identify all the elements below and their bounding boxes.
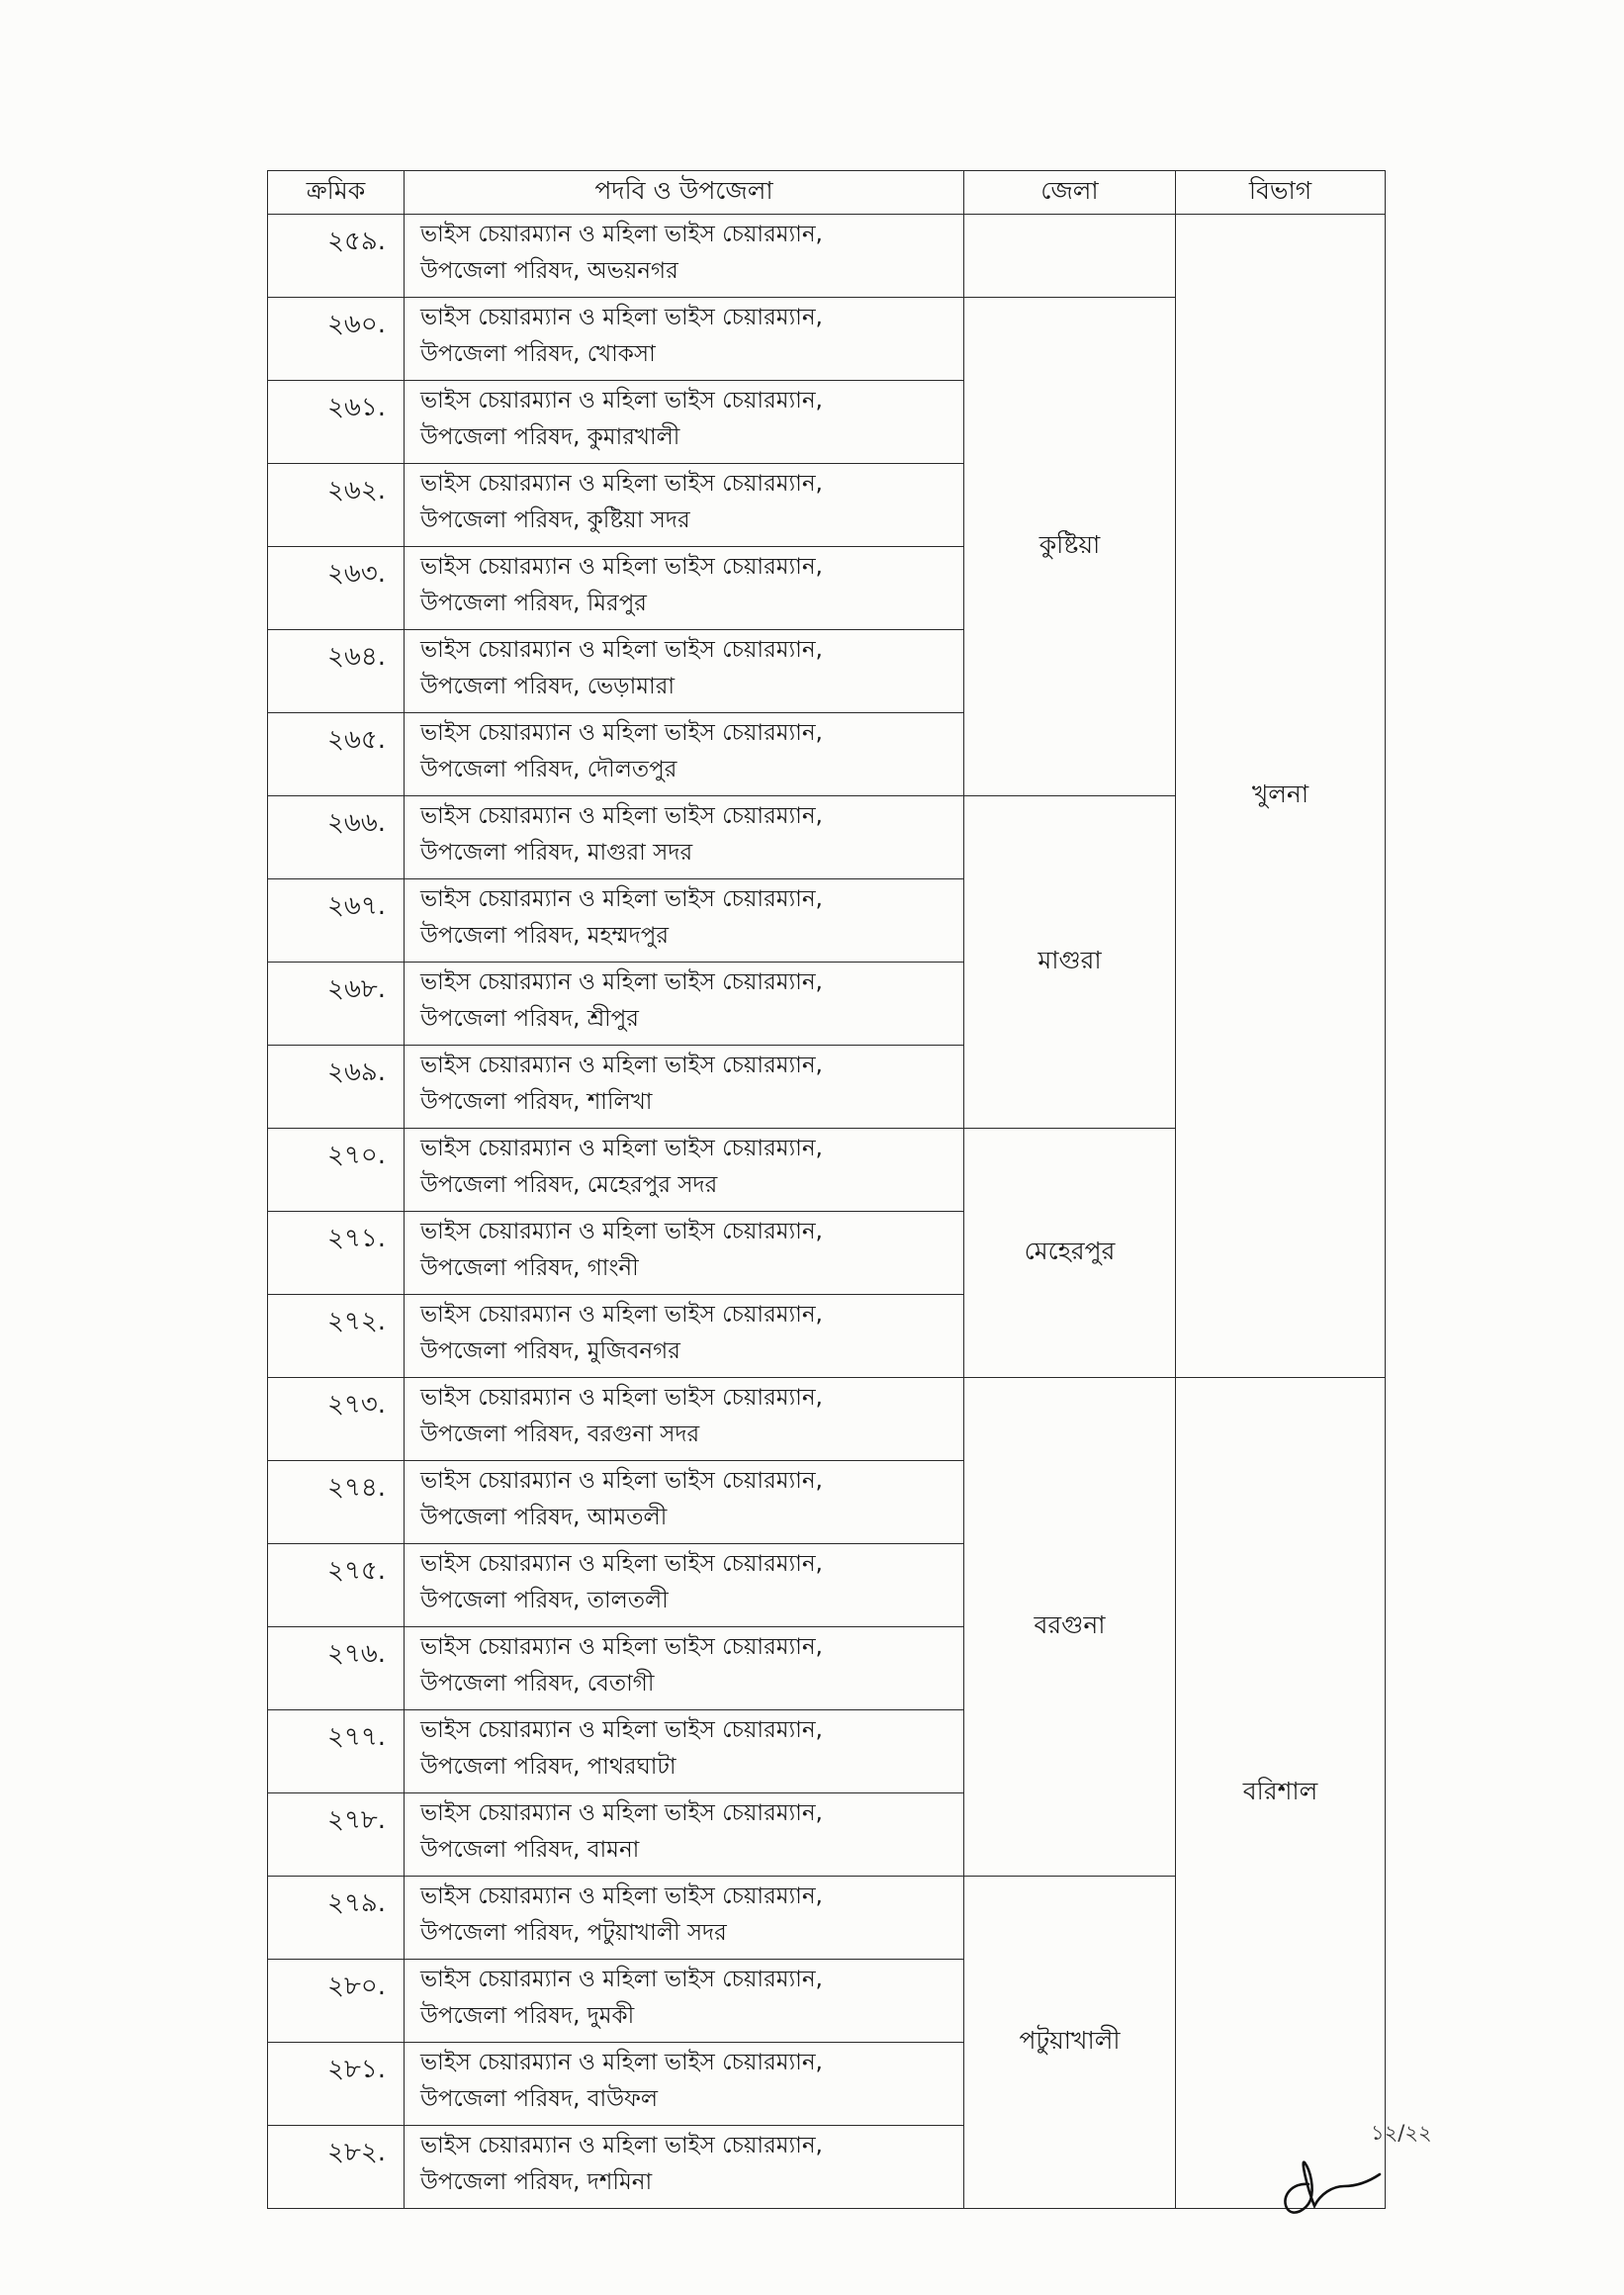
serial-cell: ২৭৪. (268, 1461, 405, 1544)
upazila-line: উপজেলা পরিষদ, পটুয়াখালী সদর (420, 1920, 727, 1946)
designation-cell (405, 2043, 964, 2126)
designation-cell (405, 963, 964, 1046)
designation-cell (405, 879, 964, 963)
designation-line: ভাইস চেয়ারম্যান ও মহিলা ভাইস চেয়ারম্যান, (420, 1800, 823, 1826)
district-cell: কুষ্টিয়া (964, 298, 1176, 796)
upazila-line: উপজেলা পরিষদ, ভেড়ামারা (420, 674, 676, 699)
designation-cell (405, 1295, 964, 1378)
designation-cell (405, 1710, 964, 1793)
designation-line: ভাইস চেয়ারম্যান ও মহিলা ভাইস চেয়ারম্যান, (420, 222, 823, 247)
header-district: জেলা (964, 171, 1176, 215)
serial-cell: ২৭৬. (268, 1627, 405, 1710)
upazila-line: উপজেলা পরিষদ, কুষ্টিয়া সদর (420, 507, 690, 533)
header-designation-upazila: পদবি ও উপজেলা (405, 171, 964, 215)
upazila-line: উপজেলা পরিষদ, শ্রীপুর (420, 1006, 639, 1032)
upazila-line: উপজেলা পরিষদ, দশমিনা (420, 2169, 653, 2195)
designation-cell (405, 713, 964, 796)
designation-line: ভাইস চেয়ারম্যান ও মহিলা ভাইস চেয়ারম্যান, (420, 388, 823, 413)
designation-cell (405, 1627, 964, 1710)
serial-cell: ২৬৬. (268, 796, 405, 879)
designation-cell (405, 547, 964, 630)
upazila-line: উপজেলা পরিষদ, খোকসা (420, 341, 656, 367)
designation-line: ভাইস চেয়ারম্যান ও মহিলা ভাইস চেয়ারম্যান, (420, 1385, 823, 1411)
upazila-line: উপজেলা পরিষদ, বরগুনা সদর (420, 1422, 700, 1447)
serial-cell: ২৭১. (268, 1212, 405, 1295)
upazila-line: উপজেলা পরিষদ, মেহেরপুর সদর (420, 1172, 718, 1198)
designation-cell (405, 630, 964, 713)
serial-cell: ২৮২. (268, 2126, 405, 2209)
upazila-line: উপজেলা পরিষদ, মুজিবনগর (420, 1338, 680, 1364)
designation-line: ভাইস চেয়ারম্যান ও মহিলা ভাইস চেয়ারম্যান, (420, 1302, 823, 1328)
serial-cell: ২৭০. (268, 1129, 405, 1212)
designation-cell (405, 464, 964, 547)
designation-line: ভাইস চেয়ারম্যান ও মহিলা ভাইস চেয়ারম্যান, (420, 1967, 823, 1992)
district-cell (964, 215, 1176, 298)
serial-cell: ২৬৮. (268, 963, 405, 1046)
upazila-line: উপজেলা পরিষদ, মিরপুর (420, 591, 647, 616)
division-cell: বরিশাল (1176, 1378, 1386, 2209)
designation-line: ভাইস চেয়ারম্যান ও মহিলা ভাইস চেয়ারম্যান, (420, 305, 823, 330)
designation-line: ভাইস চেয়ারম্যান ও মহিলা ভাইস চেয়ারম্যান, (420, 1136, 823, 1161)
header-serial: ক্রমিক (268, 171, 405, 215)
designation-line: ভাইস চেয়ারম্যান ও মহিলা ভাইস চেয়ারম্যান, (420, 720, 823, 746)
designation-line: ভাইস চেয়ারম্যান ও মহিলা ভাইস চেয়ারম্যান, (420, 1219, 823, 1244)
designation-cell (405, 1960, 964, 2043)
serial-cell: ২৬৯. (268, 1046, 405, 1129)
designation-cell (405, 2126, 964, 2209)
designation-cell (405, 1544, 964, 1627)
serial-cell: ২৮০. (268, 1960, 405, 2043)
upazila-line: উপজেলা পরিষদ, মহম্মদপুর (420, 923, 669, 949)
designation-line: ভাইস চেয়ারম্যান ও মহিলা ভাইস চেয়ারম্যান, (420, 1717, 823, 1743)
designation-line: ভাইস চেয়ারম্যান ও মহিলা ভাইস চেয়ারম্যান, (420, 2133, 823, 2158)
serial-cell: ২৭৯. (268, 1877, 405, 1960)
serial-cell: ২৬২. (268, 464, 405, 547)
designation-line: ভাইস চেয়ারম্যান ও মহিলা ভাইস চেয়ারম্যান, (420, 1053, 823, 1078)
district-cell: মাগুরা (964, 796, 1176, 1129)
designation-line: ভাইস চেয়ারম্যান ও মহিলা ভাইস চেয়ারম্যান, (420, 1883, 823, 1909)
serial-cell: ২৭৮. (268, 1793, 405, 1877)
upazila-line: উপজেলা পরিষদ, কুমারখালী (420, 424, 680, 450)
designation-cell (405, 1212, 964, 1295)
upazila-line: উপজেলা পরিষদ, বামনা (420, 1837, 640, 1863)
upazila-line: উপজেলা পরিষদ, দৌলতপুর (420, 757, 677, 782)
designation-cell (405, 381, 964, 464)
upazila-line: উপজেলা পরিষদ, গাংনী (420, 1255, 639, 1281)
serial-cell: ২৬৭. (268, 879, 405, 963)
serial-cell: ২৮১. (268, 2043, 405, 2126)
upazila-line: উপজেলা পরিষদ, দুমকী (420, 2003, 635, 2029)
upazila-line: উপজেলা পরিষদ, বাউফল (420, 2086, 659, 2112)
page-number: ১২/২২ (1371, 2121, 1432, 2145)
serial-cell: ২৭৭. (268, 1710, 405, 1793)
upazila-line: উপজেলা পরিষদ, অভয়নগর (420, 258, 678, 284)
serial-cell: ২৬৩. (268, 547, 405, 630)
designation-cell (405, 1877, 964, 1960)
designation-cell (405, 1793, 964, 1877)
district-cell: বরগুনা (964, 1378, 1176, 1877)
designation-cell (405, 1461, 964, 1544)
serial-cell: ২৬৫. (268, 713, 405, 796)
designation-cell (405, 796, 964, 879)
district-cell: পটুয়াখালী (964, 1877, 1176, 2209)
upazila-line: উপজেলা পরিষদ, পাথরঘাটা (420, 1754, 677, 1780)
designation-cell (405, 1378, 964, 1461)
designation-line: ভাইস চেয়ারম্যান ও মহিলা ভাইস চেয়ারম্যান, (420, 2050, 823, 2075)
serial-cell: ২৭৫. (268, 1544, 405, 1627)
designation-line: ভাইস চেয়ারম্যান ও মহিলা ভাইস চেয়ারম্যান, (420, 969, 823, 995)
designation-line: ভাইস চেয়ারম্যান ও মহিলা ভাইস চেয়ারম্যান, (420, 886, 823, 912)
table-row (268, 1378, 1386, 1461)
header-division: বিভাগ (1176, 171, 1386, 215)
serial-cell: ২৭৩. (268, 1378, 405, 1461)
designation-cell (405, 298, 964, 381)
serial-cell: ২৬৪. (268, 630, 405, 713)
table-header-row (268, 171, 1386, 215)
designation-line: ভাইস চেয়ারম্যান ও মহিলা ভাইস চেয়ারম্যান, (420, 1468, 823, 1494)
serial-cell: ২৫৯. (268, 215, 405, 298)
designation-line: ভাইস চেয়ারম্যান ও মহিলা ভাইস চেয়ারম্যান, (420, 554, 823, 580)
designation-cell (405, 215, 964, 298)
serial-cell: ২৬০. (268, 298, 405, 381)
upazila-line: উপজেলা পরিষদ, মাগুরা সদর (420, 840, 693, 866)
designation-line: ভাইস চেয়ারম্যান ও মহিলা ভাইস চেয়ারম্যান, (420, 1634, 823, 1660)
serial-cell: ২৭২. (268, 1295, 405, 1378)
division-cell: খুলনা (1176, 215, 1386, 1378)
designation-line: ভাইস চেয়ারম্যান ও মহিলা ভাইস চেয়ারম্যান, (420, 471, 823, 497)
upazila-line: উপজেলা পরিষদ, শালিখা (420, 1089, 653, 1115)
designation-cell (405, 1129, 964, 1212)
table-row (268, 215, 1386, 298)
designation-line: ভাইস চেয়ারম্যান ও মহিলা ভাইস চেয়ারম্যান, (420, 803, 823, 829)
upazila-line: উপজেলা পরিষদ, বেতাগী (420, 1671, 655, 1697)
upazila-line: উপজেলা পরিষদ, আমতলী (420, 1505, 668, 1530)
designation-line: ভাইস চেয়ারম্যান ও মহিলা ভাইস চেয়ারম্যান, (420, 1551, 823, 1577)
designation-cell (405, 1046, 964, 1129)
district-cell: মেহেরপুর (964, 1129, 1176, 1378)
serial-cell: ২৬১. (268, 381, 405, 464)
upazila-table (267, 170, 1386, 2209)
designation-line: ভাইস চেয়ারম্যান ও মহিলা ভাইস চেয়ারম্যান, (420, 637, 823, 663)
signature-icon (1271, 2157, 1390, 2226)
upazila-line: উপজেলা পরিষদ, তালতলী (420, 1588, 669, 1613)
